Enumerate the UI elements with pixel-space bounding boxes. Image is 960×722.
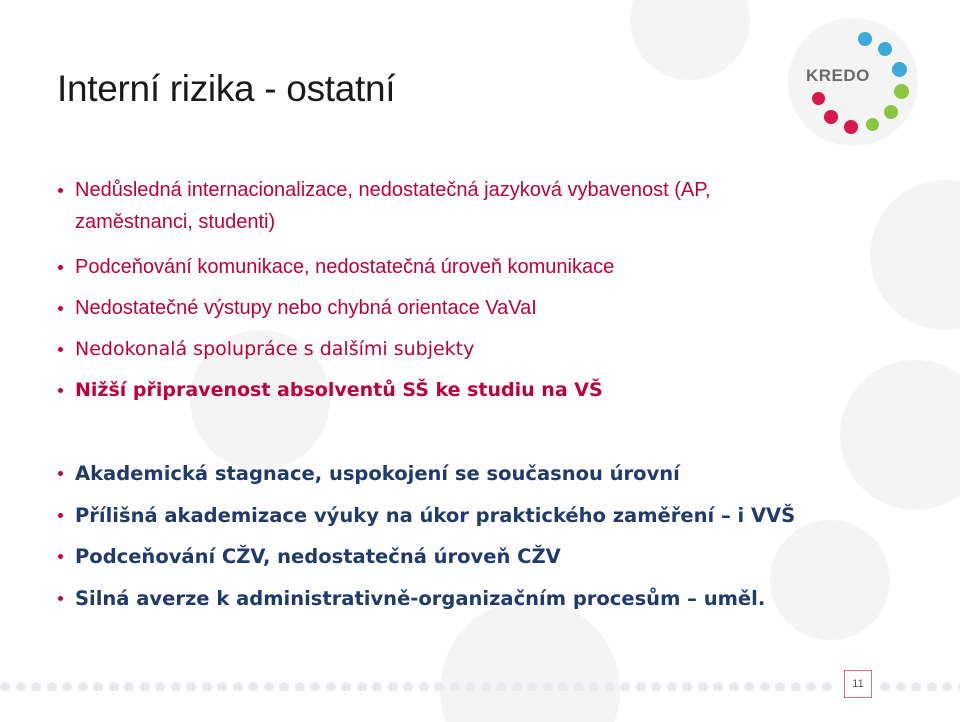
- logo-dot-red: [812, 92, 825, 105]
- slide-title: Interní rizika - ostatní: [57, 68, 396, 109]
- footer-dot: [791, 682, 801, 691]
- footer-dot: [806, 682, 816, 691]
- footer-dot: [310, 682, 320, 691]
- footer-dot: [729, 682, 739, 691]
- footer-dot: [698, 682, 708, 691]
- footer-dot: [481, 682, 491, 691]
- footer-dot: [357, 682, 367, 691]
- bullet-icon: [58, 188, 63, 193]
- logo-dot-blue: [878, 42, 892, 56]
- background-circle: [770, 520, 890, 640]
- logo-text: KREDO: [806, 66, 870, 85]
- footer-dot: [744, 682, 754, 691]
- footer-dot: [713, 682, 723, 691]
- footer-dot: [47, 682, 57, 691]
- list-item-text: Nižší připravenost absolventů SŠ ke studiu na VŠ: [75, 379, 603, 401]
- footer-dot: [574, 682, 584, 691]
- list-item-text: Nedokonalá spolupráce s dalšími subjekty: [75, 338, 475, 360]
- list-item: [55, 500, 795, 531]
- footer-dot: [140, 682, 150, 691]
- list-item-text: Nedůsledná internacionalizace, nedostatečná jazyková vybavenost (AP,: [75, 179, 711, 201]
- list-item: [55, 375, 603, 406]
- footer-dot: [403, 682, 413, 691]
- footer-dot: [434, 682, 444, 691]
- footer-dot: [760, 682, 770, 691]
- list-item-text: zaměstnanci, studenti): [75, 211, 276, 233]
- logo-dot-red: [824, 110, 838, 124]
- background-circle: [870, 180, 960, 330]
- footer-dot: [217, 682, 227, 691]
- footer-dot: [326, 682, 336, 691]
- list-item: [55, 583, 765, 614]
- footer-dot: [31, 682, 41, 691]
- bullet-icon: [58, 513, 63, 518]
- footer-dot: [388, 682, 398, 691]
- footer-dot: [512, 682, 522, 691]
- footer-dot: [880, 682, 890, 691]
- footer-dot: [465, 682, 475, 691]
- footer-dot: [109, 682, 119, 691]
- kredo-logo: [790, 20, 920, 145]
- footer-dot: [202, 682, 212, 691]
- footer-dot: [295, 682, 305, 691]
- logo-dot-green: [884, 105, 898, 119]
- logo-dot-blue: [858, 32, 872, 46]
- footer-dot: [636, 682, 646, 691]
- footer-dot: [124, 682, 134, 691]
- footer-dot: [0, 682, 10, 691]
- footer-dotted-line: [0, 679, 840, 691]
- footer-dot: [682, 682, 692, 691]
- footer-dot: [775, 682, 785, 691]
- page-number: 11: [844, 670, 872, 698]
- footer-dot: [372, 682, 382, 691]
- logo-dot-blue: [892, 62, 907, 77]
- list-item: [55, 458, 680, 489]
- list-item-text: Přílišná akademizace výuky na úkor praktického zaměření – i VVŠ: [75, 504, 796, 527]
- footer-dot: [341, 682, 351, 691]
- background-circle: [840, 360, 960, 510]
- footer-dot: [911, 682, 921, 691]
- bullet-icon: [58, 306, 63, 311]
- bullet-icon: [58, 347, 63, 352]
- footer-dot: [942, 682, 952, 691]
- footer-dot: [78, 682, 88, 691]
- footer-dot: [171, 682, 181, 691]
- bullet-icon: [58, 554, 63, 559]
- footer-dotted-line-right: [880, 679, 960, 691]
- background-circle: [630, 0, 750, 80]
- list-item: [55, 541, 561, 572]
- bullet-icon: [58, 471, 63, 476]
- footer-dot: [62, 682, 72, 691]
- list-item-text: Podceňování CŽV, nedostatečná úroveň CŽV: [75, 545, 561, 568]
- footer-dot: [496, 682, 506, 691]
- footer-dot: [822, 682, 832, 691]
- logo-dot-green: [866, 118, 879, 131]
- footer-dot: [233, 682, 243, 691]
- bullet-icon: [58, 596, 63, 601]
- footer-dot: [93, 682, 103, 691]
- list-item-text: Nedostatečné výstupy nebo chybná orientace VaVaI: [75, 297, 537, 319]
- background-circle: [440, 600, 620, 722]
- list-item: [55, 252, 614, 283]
- footer-dot: [248, 682, 258, 691]
- logo-dot-red: [844, 120, 858, 134]
- footer-dot: [16, 682, 26, 691]
- footer-dot: [558, 682, 568, 691]
- footer-dot: [186, 682, 196, 691]
- list-item-text: Podceňování komunikace, nedostatečná úroveň komunikace: [75, 256, 615, 278]
- footer-dot: [279, 682, 289, 691]
- bullet-icon: [58, 265, 63, 270]
- footer-dot: [667, 682, 677, 691]
- footer-dot: [896, 682, 906, 691]
- list-item-text: Akademická stagnace, uspokojení se současnou úrovní: [75, 462, 680, 485]
- footer-dot: [264, 682, 274, 691]
- footer-dot: [927, 682, 937, 691]
- list-item-text: Silná averze k administrativně-organizačním procesům – uměl.: [75, 587, 766, 610]
- list-item-continuation: [55, 207, 275, 238]
- footer-dot: [527, 682, 537, 691]
- logo-dot-green: [894, 84, 909, 99]
- footer-dot: [543, 682, 553, 691]
- footer-dot: [605, 682, 615, 691]
- footer-dot: [419, 682, 429, 691]
- footer-dot: [450, 682, 460, 691]
- list-item: [55, 175, 711, 206]
- footer-dot: [589, 682, 599, 691]
- list-item: [55, 334, 474, 365]
- list-item: [55, 293, 537, 324]
- footer-dot: [620, 682, 630, 691]
- bullet-icon: [58, 388, 63, 393]
- footer-dot: [651, 682, 661, 691]
- footer-dot: [155, 682, 165, 691]
